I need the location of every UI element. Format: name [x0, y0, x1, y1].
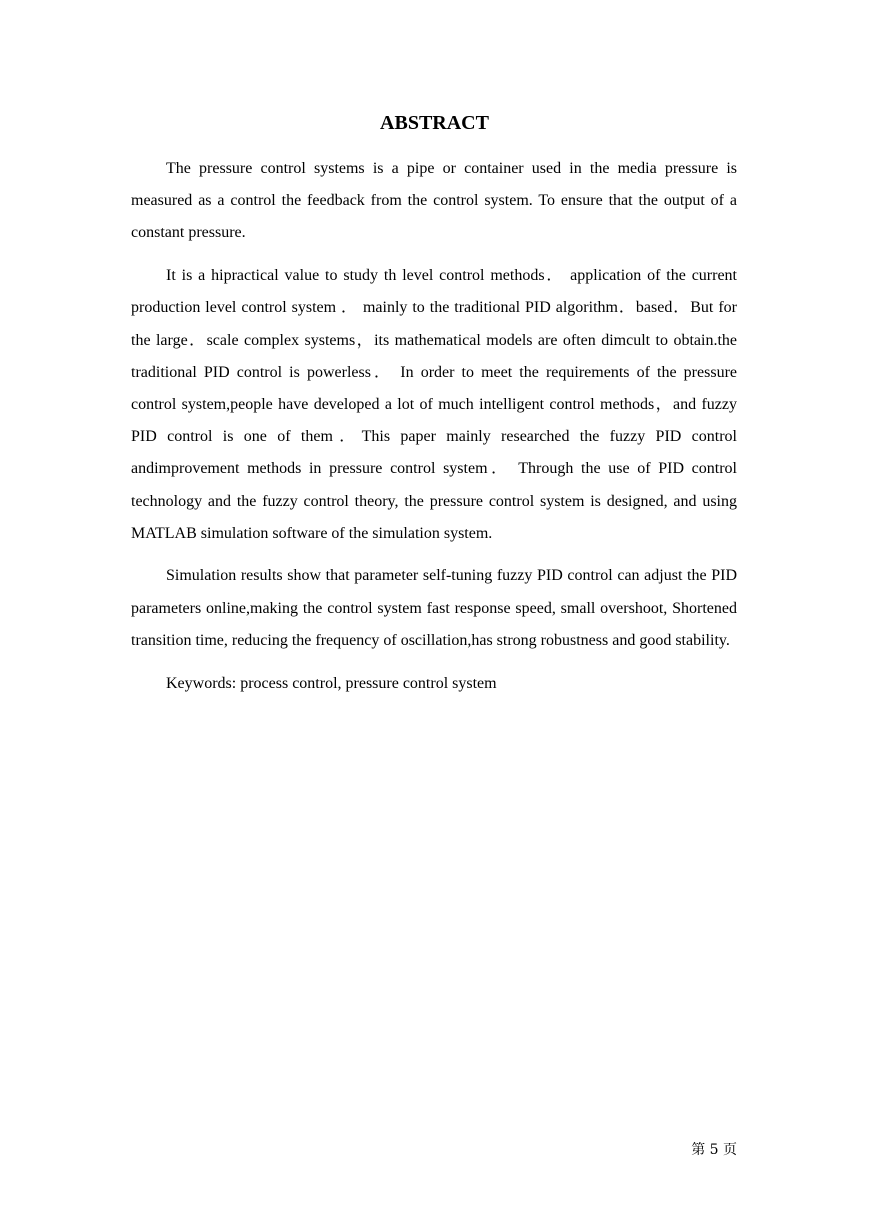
abstract-title: ABSTRACT — [380, 112, 489, 134]
abstract-body — [131, 153, 737, 700]
abstract-paragraph-3: Simulation results show that parameter self-tuning fuzzy PID control can adjust the PID parameters online,making the control system fast response speed, small overshoot, Shortened transition time, reducing the frequency of oscillation,has strong robustness and good stability. — [131, 567, 737, 649]
abstract-paragraph-1: The pressure control systems is a pipe or container used in the media pressure is measured as a control the feedback from the control system. To ensure that the output of a constant pressure. — [131, 160, 737, 242]
abstract-paragraph-2: It is a hipractical value to study th level control methods． application of the current production level control system ． mainly to the traditional PID algorithm．based．But for the large．scale complex systems，its mathematical models are often dimcult to obtain.the traditional PID control is powerless． In order to meet the requirements of the pressure control system,people have developed a lot of much intelligent control methods，and fuzzy PID control is one of them．This paper mainly researched the fuzzy PID control andimprovement methods in pressure control system． Through the use of PID control technology and the fuzzy control theory, the pressure control system is designed, and using MATLAB simulation software of the simulation system. — [131, 267, 737, 542]
keywords-line: Keywords: process control, pressure control system — [166, 674, 497, 692]
page-number: 第 5 页 — [691, 1142, 737, 1158]
